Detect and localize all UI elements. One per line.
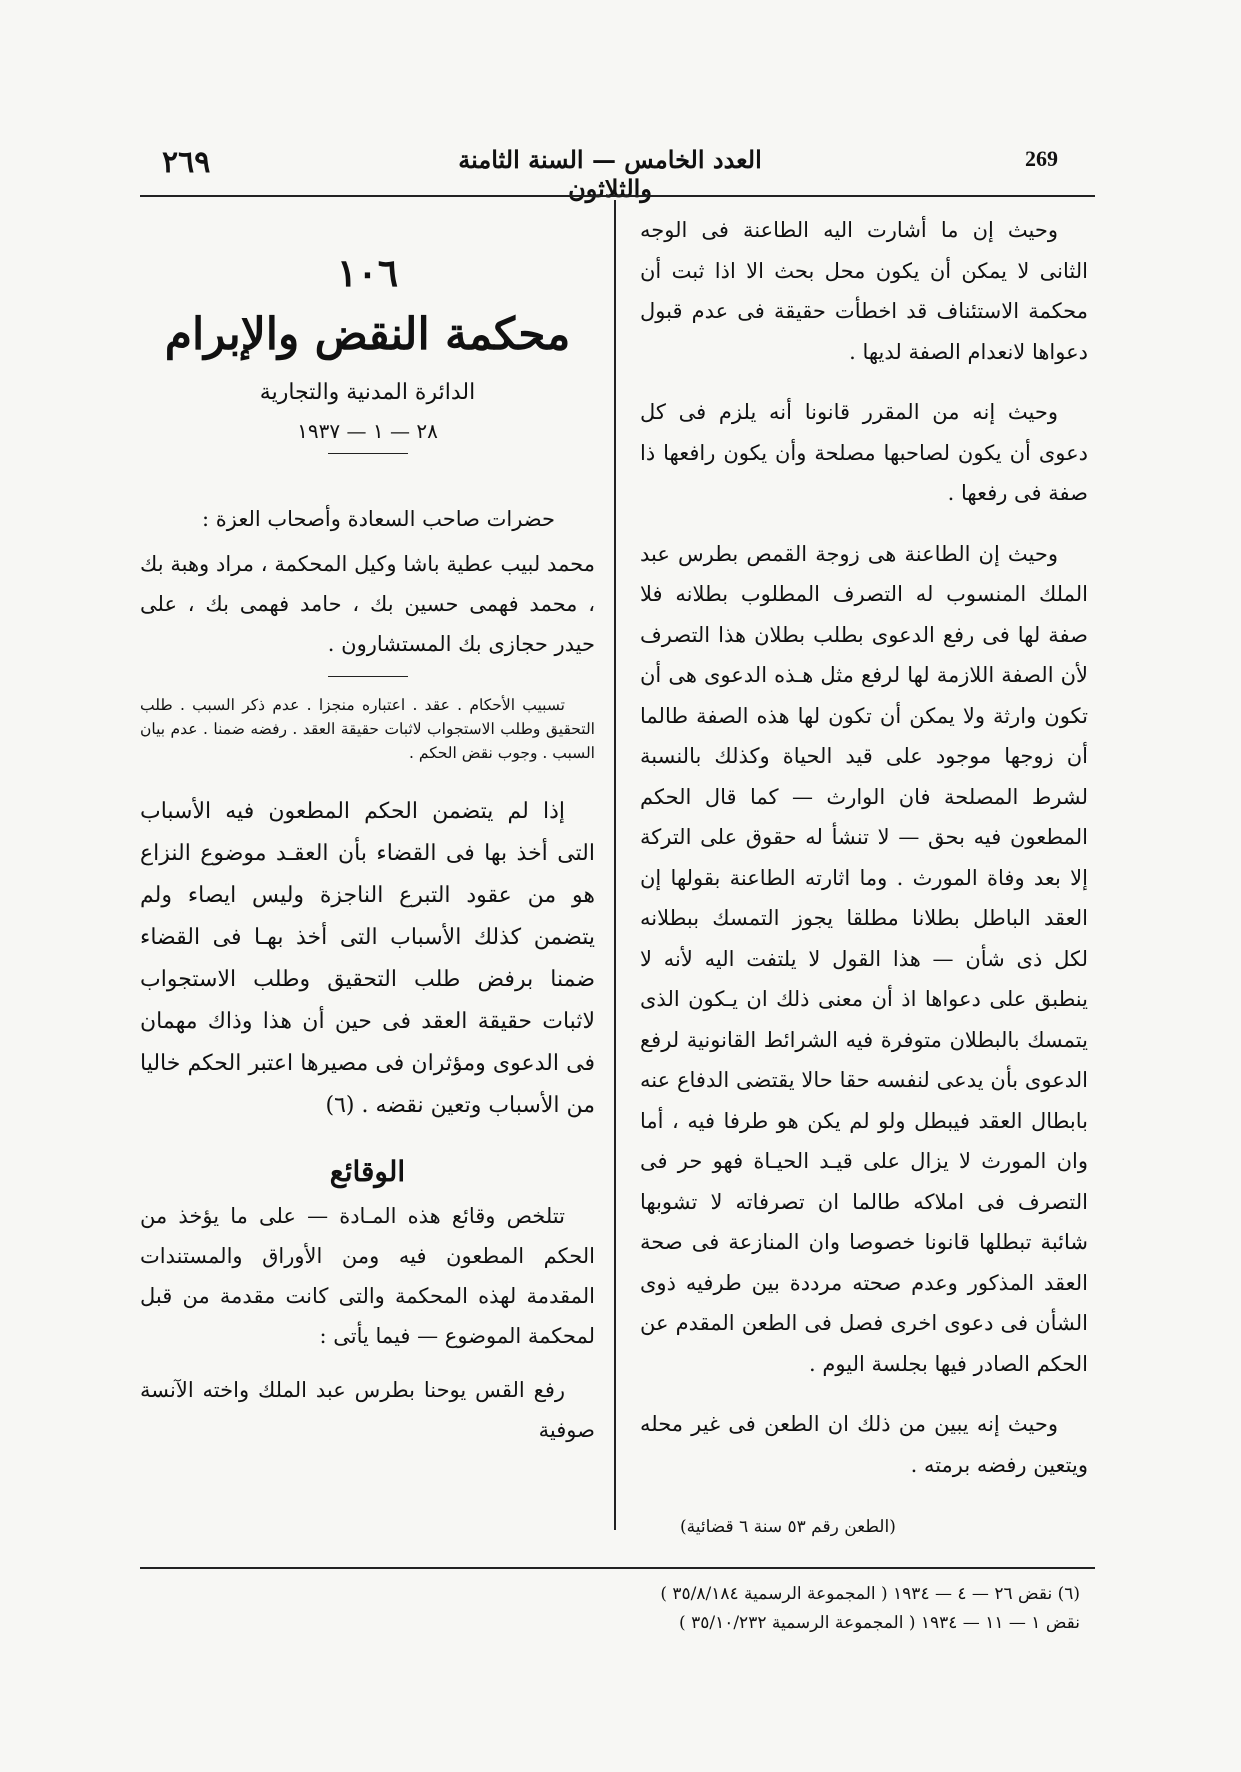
right-paragraph-2: وحيث إنه من المقرر قانونا أنه يلزم فى كل دعوى أن يكون لصاحبها مصلحة وأن يكون رافعها ذا صفة فى رفعها . [640,400,1088,505]
bench-intro: حضرات صاحب السعادة وأصحاب العزة : [201,507,555,531]
footnote-rule [140,1567,1095,1569]
date-rule [328,453,408,454]
legal-principle: إذا لم يتضمن الحكم المطعون فيه الأسباب التى أخذ بها فى القضاء بأن العقـد موضوع النزاع هو من عقود التبرع الناجزة وليس ايصاء ولم يتضمن كذلك الأسباب التى أخذ بهـا فى القضاء ضمنا برفض طلب التحقيق وطلب الاستجواب لاثبات حقيقة العقد فى حين أن هذا وذاك مهمان فى الدعوى ومؤثران فى مصيرها اعتبر الحكم خاليا من الأسباب وتعين نقضه . (٦) [140,799,595,1118]
right-paragraph-1: وحيث إن ما أشارت اليه الطاعنة فى الوجه الثانى لا يمكن أن يكون محل بحث الا اذا ثبت أن محكمة الاستئناف قد اخطأت حقيقة فى عدم قبول دعواها لانعدام الصفة لديها . [640,218,1088,364]
right-column [640,210,1088,1548]
footnotes [580,1580,1080,1638]
header-rule [140,195,1095,197]
facts-heading: الوقائع [329,1155,406,1188]
court-circuit: الدائرة المدنية والتجارية [259,380,476,405]
column-divider [614,200,616,1530]
appeal-citation: (الطعن رقم ٥٣ سنة ٦ قضائية) [680,1517,896,1537]
running-header-title: العدد الخامس — السنة الثامنة والثلاثون [458,145,762,203]
case-number: ١٠٦ [336,250,399,295]
page-number-latin: 269 [1025,146,1058,171]
left-column [140,250,595,1450]
case-summary-keywords: تسبيب الأحكام . عقد . اعتباره منجزا . عدم ذكر السبب . طلب التحقيق وطلب الاستجواب لاثبات حقيقة العقد . رفضه ضمنا . عدم بيان السبب . وجوب نقض الحكم . [140,696,595,762]
facts-paragraph: تتلخص وقائع هذه المـادة — على ما يؤخذ من الحكم المطعون فيه ومن الأوراق والمستندات المقدمة لهذه المحكمة والتى كانت مقدمة من قبل لمحكمة الموضوع — فيما يأتى : [140,1204,595,1348]
court-name: محكمة النقض والإبرام [164,309,571,360]
judges-list: محمد لبيب عطية باشا وكيل المحكمة ، مراد وهبة بك ، محمد فهمى حسين بك ، حامد فهمى بك ، على حيدر حجازى بك المستشارون . [140,552,595,656]
facts-continued: رفع القس يوحنا بطرس عبد الملك واخته الآنسة صوفية [140,1378,595,1442]
summary-rule [328,676,408,677]
page-number-arabic: ٢٦٩ [162,145,211,180]
right-paragraph-4: وحيث إنه يبين من ذلك ان الطعن فى غير محله ويتعين رفضه برمته . [640,1412,1088,1477]
footnote-line-1: (٦) نقض ٢٦ — ٤ — ١٩٣٤ ( المجموعة الرسمية ٣٥/٨/١٨٤ ) [660,1584,1080,1604]
judgment-date: ٢٨ — ١ — ١٩٣٧ [297,419,438,443]
footnote-line-2: نقض ١ — ١١ — ١٩٣٤ ( المجموعة الرسمية ٣٥/١٠/٢٣٢ ) [679,1613,1080,1633]
right-paragraph-3: وحيث إن الطاعنة هى زوجة القمص بطرس عبد الملك المنسوب له التصرف المطلوب بطلانه فلا صفة لها فى رفع الدعوى بطلب بطلان هذا التصرف لأن الصفة اللازمة لها لرفع مثل هـذه الدعوى هى أن تكون وارثة ولا يمكن أن تكون لها هذه الصفة طالما أن زوجها موجود على قيد الحياة وكذلك بالنسبة لشرط المصلحة فان الوارث — كما قال الحكم المطعون فيه بحق — لا تنشأ له حقوق على التركة إلا بعد وفاة المورث . وما اثارته الطاعنة بقولها إن العقد الباطل بطلانا مطلقا يجوز التمسك ببطلانه لكل ذى شأن — هذا القول لا يلتفت اليه لأنه لا ينطبق على دعواها اذ أن معنى ذلك ان يـكون الذى يتمسك بالبطلان متوفرة فيه الشرائط القانونية لرفع الدعوى بأن يدعى لنفسه حقا حالا يقتضى الدفاع عنه بابطال العقد فيبطل ولو لم يكن هو طرفا فيه ، أما وان المورث لا يزال على قيـد الحيـاة فهو حر فى التصرف فى املاكه طالما ان تصرفاته لا تشوبها شائبة تبطلها قانونا خصوصا وان المنازعة فى صحة العقد المذكور وعدم صحته مرددة بين طرفيه ذوى الشأن فى دعوى اخرى فصل فى الطعن المقدم عن الحكم الصادر فيها بجلسة اليوم . [640,541,1088,1376]
